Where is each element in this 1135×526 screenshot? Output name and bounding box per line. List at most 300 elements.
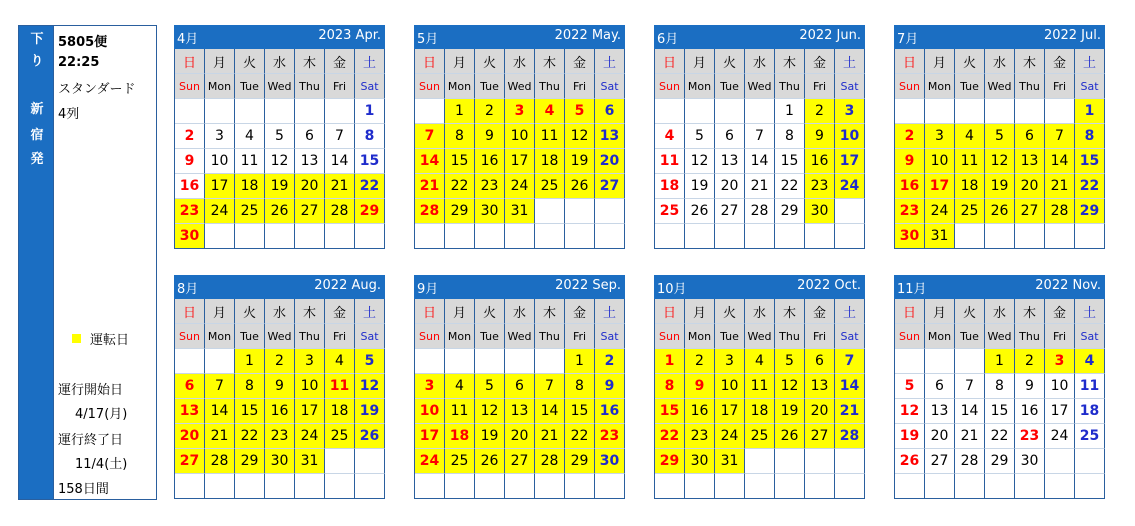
weekday-en-header: Sun <box>175 74 205 99</box>
weekday-en-header: Wed <box>745 324 775 349</box>
day-cell: 3 <box>415 374 445 399</box>
day-cell <box>805 474 835 499</box>
day-cell: 29 <box>985 449 1015 474</box>
day-cell: 11 <box>325 374 355 399</box>
day-cell: 22 <box>355 174 385 199</box>
day-cell <box>295 474 325 499</box>
weekday-jp-header: 月 <box>205 299 235 324</box>
day-cell <box>415 349 445 374</box>
day-cell <box>505 474 535 499</box>
day-cell <box>655 474 685 499</box>
day-cell <box>745 474 775 499</box>
weekday-jp-header: 土 <box>1075 49 1105 74</box>
day-cell: 12 <box>895 399 925 424</box>
day-cell: 1 <box>775 99 805 124</box>
day-cell <box>205 474 235 499</box>
day-cell: 8 <box>985 374 1015 399</box>
calendar-month <box>654 275 865 499</box>
day-cell: 6 <box>505 374 535 399</box>
calendar-header <box>654 25 865 49</box>
day-cell <box>475 349 505 374</box>
day-cell: 7 <box>415 124 445 149</box>
weekday-en-header: Sat <box>1075 324 1105 349</box>
day-cell: 16 <box>175 174 205 199</box>
day-cell: 13 <box>805 374 835 399</box>
day-cell: 5 <box>565 99 595 124</box>
day-cell <box>805 224 835 249</box>
day-cell: 27 <box>175 449 205 474</box>
route-char: り <box>30 54 44 69</box>
day-cell: 14 <box>745 149 775 174</box>
day-cell: 26 <box>895 449 925 474</box>
day-cell: 2 <box>685 349 715 374</box>
weekday-jp-header: 水 <box>505 49 535 74</box>
day-cell <box>265 474 295 499</box>
day-cell: 23 <box>175 199 205 224</box>
day-cell: 24 <box>505 174 535 199</box>
weekday-jp-header: 日 <box>175 49 205 74</box>
day-cell <box>925 474 955 499</box>
day-cell: 15 <box>565 399 595 424</box>
weekday-jp-header: 火 <box>715 49 745 74</box>
weekday-en-header: Mon <box>685 74 715 99</box>
weekday-jp-header: 水 <box>985 299 1015 324</box>
day-cell: 5 <box>775 349 805 374</box>
weekday-jp-header: 日 <box>415 299 445 324</box>
day-cell: 11 <box>445 399 475 424</box>
day-cell: 5 <box>685 124 715 149</box>
weekday-jp-header: 木 <box>775 49 805 74</box>
day-cell <box>295 99 325 124</box>
day-cell: 10 <box>205 149 235 174</box>
month-label-jp: 5月 <box>417 32 439 47</box>
day-cell <box>955 349 985 374</box>
day-cell: 25 <box>655 199 685 224</box>
day-cell <box>175 349 205 374</box>
day-cell: 7 <box>1045 124 1075 149</box>
day-cell: 2 <box>175 124 205 149</box>
day-cell: 12 <box>775 374 805 399</box>
day-cell <box>235 474 265 499</box>
calendar-header <box>894 275 1105 299</box>
calendar-month <box>894 275 1105 499</box>
day-cell: 14 <box>415 149 445 174</box>
day-cell: 12 <box>475 399 505 424</box>
day-cell <box>955 474 985 499</box>
weekday-en-header: Mon <box>685 324 715 349</box>
day-cell: 5 <box>355 349 385 374</box>
day-cell: 6 <box>1015 124 1045 149</box>
day-cell <box>745 99 775 124</box>
day-cell: 1 <box>445 99 475 124</box>
day-cell: 7 <box>955 374 985 399</box>
day-cell: 7 <box>325 124 355 149</box>
day-cell <box>1075 224 1105 249</box>
weekday-en-header: Sat <box>595 324 625 349</box>
day-cell: 3 <box>295 349 325 374</box>
day-cell: 27 <box>295 199 325 224</box>
route-char: 宿 <box>30 128 44 143</box>
weekday-en-header: Wed <box>985 74 1015 99</box>
day-cell: 17 <box>415 424 445 449</box>
weekday-en-header: Fri <box>565 324 595 349</box>
weekday-jp-header: 月 <box>205 49 235 74</box>
weekday-jp-header: 土 <box>1075 299 1105 324</box>
day-cell: 12 <box>265 149 295 174</box>
route-char: 発 <box>30 152 44 167</box>
day-cell: 16 <box>685 399 715 424</box>
day-cell: 24 <box>415 449 445 474</box>
day-cell <box>1015 474 1045 499</box>
day-cell: 30 <box>265 449 295 474</box>
calendar-grid <box>174 49 385 249</box>
day-cell: 31 <box>295 449 325 474</box>
weekday-en-header: Mon <box>205 324 235 349</box>
calendar-header <box>894 25 1105 49</box>
month-label-en: 2022 May. <box>554 28 621 43</box>
day-cell: 27 <box>925 449 955 474</box>
weekday-en-header: Mon <box>205 74 235 99</box>
day-cell <box>265 224 295 249</box>
day-cell: 19 <box>355 399 385 424</box>
service-info <box>54 25 157 500</box>
day-cell: 23 <box>1015 424 1045 449</box>
weekday-jp-header: 水 <box>745 299 775 324</box>
weekday-jp-header: 日 <box>895 49 925 74</box>
day-cell <box>685 474 715 499</box>
day-cell: 15 <box>655 399 685 424</box>
weekday-en-header: Sun <box>415 74 445 99</box>
day-cell: 18 <box>1075 399 1105 424</box>
day-cell: 4 <box>325 349 355 374</box>
weekday-jp-header: 木 <box>535 49 565 74</box>
day-cell <box>895 474 925 499</box>
day-cell <box>295 224 325 249</box>
day-cell <box>205 99 235 124</box>
day-cell: 23 <box>265 424 295 449</box>
weekday-jp-header: 金 <box>805 49 835 74</box>
weekday-en-header: Fri <box>325 324 355 349</box>
day-cell: 28 <box>745 199 775 224</box>
calendar-grid <box>894 49 1105 249</box>
calendar-header <box>174 25 385 49</box>
weekday-jp-header: 金 <box>325 49 355 74</box>
day-cell <box>745 449 775 474</box>
day-cell: 30 <box>595 449 625 474</box>
day-cell: 5 <box>985 124 1015 149</box>
weekday-jp-header: 日 <box>655 49 685 74</box>
month-label-jp: 7月 <box>897 32 919 47</box>
weekday-jp-header: 金 <box>1045 49 1075 74</box>
day-cell: 20 <box>925 424 955 449</box>
day-cell: 25 <box>745 424 775 449</box>
day-cell: 10 <box>1045 374 1075 399</box>
day-cell: 20 <box>715 174 745 199</box>
day-cell: 14 <box>1045 149 1075 174</box>
weekday-en-header: Thu <box>295 74 325 99</box>
day-cell: 30 <box>175 224 205 249</box>
weekday-en-header: Sat <box>355 324 385 349</box>
day-cell: 13 <box>925 399 955 424</box>
day-cell: 15 <box>775 149 805 174</box>
day-cell: 24 <box>295 424 325 449</box>
weekday-en-header: Tue <box>955 324 985 349</box>
day-cell: 29 <box>235 449 265 474</box>
weekday-en-header: Thu <box>775 74 805 99</box>
day-cell: 1 <box>655 349 685 374</box>
weekday-en-header: Fri <box>325 74 355 99</box>
weekday-en-header: Tue <box>475 74 505 99</box>
calendar-grid <box>654 299 865 499</box>
weekday-jp-header: 日 <box>415 49 445 74</box>
day-cell: 13 <box>715 149 745 174</box>
day-cell: 28 <box>1045 199 1075 224</box>
day-cell: 10 <box>415 399 445 424</box>
calendar-header <box>174 275 385 299</box>
weekday-jp-header: 日 <box>895 299 925 324</box>
calendar-header <box>654 275 865 299</box>
month-label-jp: 11月 <box>897 282 927 297</box>
day-cell: 23 <box>685 424 715 449</box>
day-cell: 21 <box>955 424 985 449</box>
weekday-en-header: Tue <box>715 74 745 99</box>
day-cell: 16 <box>805 149 835 174</box>
day-cell: 14 <box>205 399 235 424</box>
day-cell: 27 <box>715 199 745 224</box>
day-cell: 28 <box>415 199 445 224</box>
day-cell: 1 <box>565 349 595 374</box>
day-cell: 21 <box>205 424 235 449</box>
weekday-jp-header: 月 <box>925 299 955 324</box>
day-cell: 10 <box>715 374 745 399</box>
day-cell: 11 <box>1075 374 1105 399</box>
day-cell: 23 <box>595 424 625 449</box>
weekday-en-header: Sat <box>835 324 865 349</box>
day-cell: 5 <box>265 124 295 149</box>
weekday-en-header: Sun <box>655 324 685 349</box>
day-cell: 21 <box>745 174 775 199</box>
day-cell: 29 <box>565 449 595 474</box>
day-cell: 15 <box>445 149 475 174</box>
month-label-en: 2022 Aug. <box>314 278 381 293</box>
calendar-month <box>894 25 1105 249</box>
day-cell: 18 <box>325 399 355 424</box>
day-cell: 13 <box>175 399 205 424</box>
day-cell: 4 <box>1075 349 1105 374</box>
day-cell: 14 <box>955 399 985 424</box>
day-cell: 10 <box>835 124 865 149</box>
day-cell: 6 <box>295 124 325 149</box>
day-cell: 8 <box>775 124 805 149</box>
weekday-en-header: Sat <box>595 74 625 99</box>
day-cell: 19 <box>895 424 925 449</box>
weekday-jp-header: 日 <box>655 299 685 324</box>
day-cell: 11 <box>655 149 685 174</box>
day-cell <box>235 99 265 124</box>
day-cell: 18 <box>235 174 265 199</box>
month-label-en: 2022 Jun. <box>799 28 861 43</box>
weekday-en-header: Wed <box>265 74 295 99</box>
day-cell: 14 <box>835 374 865 399</box>
weekday-en-header: Wed <box>505 74 535 99</box>
day-cell <box>895 349 925 374</box>
month-label-jp: 6月 <box>657 32 679 47</box>
day-cell: 8 <box>235 374 265 399</box>
day-cell <box>1045 449 1075 474</box>
day-cell: 17 <box>205 174 235 199</box>
day-cell: 9 <box>1015 374 1045 399</box>
calendar-grid <box>414 49 625 249</box>
day-cell: 29 <box>445 199 475 224</box>
day-cell: 17 <box>715 399 745 424</box>
day-cell <box>475 474 505 499</box>
day-cell: 22 <box>565 424 595 449</box>
day-cell: 23 <box>805 174 835 199</box>
weekday-en-header: Thu <box>775 324 805 349</box>
day-cell: 16 <box>1015 399 1045 424</box>
day-cell: 7 <box>745 124 775 149</box>
weekday-en-header: Tue <box>955 74 985 99</box>
month-label-jp: 9月 <box>417 282 439 297</box>
day-cell <box>985 224 1015 249</box>
day-cell: 17 <box>295 399 325 424</box>
day-cell: 18 <box>445 424 475 449</box>
calendar-month <box>174 275 385 499</box>
day-cell: 11 <box>745 374 775 399</box>
day-cell: 16 <box>265 399 295 424</box>
day-cell: 17 <box>925 174 955 199</box>
day-cell: 11 <box>535 124 565 149</box>
day-cell: 28 <box>535 449 565 474</box>
day-cell: 2 <box>1015 349 1045 374</box>
day-cell <box>1045 224 1075 249</box>
day-cell: 25 <box>955 199 985 224</box>
weekday-jp-header: 月 <box>445 299 475 324</box>
weekday-en-header: Mon <box>445 74 475 99</box>
day-cell: 26 <box>985 199 1015 224</box>
day-cell: 2 <box>595 349 625 374</box>
weekday-en-header: Tue <box>235 324 265 349</box>
day-cell: 4 <box>235 124 265 149</box>
day-cell: 25 <box>535 174 565 199</box>
weekday-jp-header: 火 <box>475 299 505 324</box>
weekday-jp-header: 木 <box>295 49 325 74</box>
day-cell: 7 <box>835 349 865 374</box>
day-cell: 4 <box>535 99 565 124</box>
day-cell: 3 <box>835 99 865 124</box>
day-cell: 29 <box>1075 199 1105 224</box>
day-cell: 27 <box>505 449 535 474</box>
calendar-month <box>414 25 625 249</box>
day-cell: 6 <box>715 124 745 149</box>
day-cell: 24 <box>1045 424 1075 449</box>
day-cell: 19 <box>685 174 715 199</box>
weekday-en-header: Fri <box>805 74 835 99</box>
day-cell: 13 <box>295 149 325 174</box>
day-cell: 28 <box>835 424 865 449</box>
weekday-en-header: Thu <box>1015 74 1045 99</box>
weekday-jp-header: 土 <box>595 299 625 324</box>
day-cell <box>715 99 745 124</box>
day-cell: 19 <box>565 149 595 174</box>
weekday-jp-header: 月 <box>925 49 955 74</box>
day-cell: 3 <box>715 349 745 374</box>
day-cell <box>205 349 235 374</box>
weekday-en-header: Sat <box>355 74 385 99</box>
day-cell <box>595 474 625 499</box>
day-cell <box>685 99 715 124</box>
day-cell: 2 <box>895 124 925 149</box>
day-cell: 31 <box>505 199 535 224</box>
day-cell <box>775 449 805 474</box>
day-cell <box>325 224 355 249</box>
day-cell <box>715 474 745 499</box>
day-cell: 21 <box>1045 174 1075 199</box>
calendar-month <box>174 25 385 249</box>
day-cell: 3 <box>1045 349 1075 374</box>
day-cell <box>325 99 355 124</box>
day-cell <box>505 349 535 374</box>
day-cell: 24 <box>925 199 955 224</box>
weekday-jp-header: 水 <box>745 49 775 74</box>
day-cell <box>925 349 955 374</box>
day-cell <box>535 224 565 249</box>
weekday-jp-header: 火 <box>235 299 265 324</box>
day-cell <box>685 224 715 249</box>
weekday-jp-header: 金 <box>565 299 595 324</box>
day-cell <box>535 199 565 224</box>
day-cell: 4 <box>655 124 685 149</box>
weekday-jp-header: 火 <box>955 299 985 324</box>
day-cell <box>1015 224 1045 249</box>
calendar-grid <box>174 299 385 499</box>
day-cell: 31 <box>715 449 745 474</box>
day-cell: 24 <box>715 424 745 449</box>
day-cell: 22 <box>1075 174 1105 199</box>
day-cell: 1 <box>985 349 1015 374</box>
day-cell: 12 <box>565 124 595 149</box>
day-cell <box>355 224 385 249</box>
day-cell: 27 <box>805 424 835 449</box>
day-cell: 6 <box>175 374 205 399</box>
weekday-jp-header: 水 <box>505 299 535 324</box>
day-cell: 16 <box>475 149 505 174</box>
day-cell: 12 <box>985 149 1015 174</box>
day-cell: 18 <box>655 174 685 199</box>
day-cell: 19 <box>775 399 805 424</box>
day-cell: 30 <box>895 224 925 249</box>
day-cell <box>535 474 565 499</box>
day-cell <box>565 199 595 224</box>
day-cell <box>985 474 1015 499</box>
day-cell: 15 <box>355 149 385 174</box>
day-cell: 19 <box>985 174 1015 199</box>
weekday-en-header: Wed <box>745 74 775 99</box>
legend-swatch <box>72 334 81 343</box>
weekday-en-header: Fri <box>1045 74 1075 99</box>
weekday-jp-header: 金 <box>1045 299 1075 324</box>
day-cell <box>235 224 265 249</box>
day-cell <box>1045 474 1075 499</box>
weekday-jp-header: 木 <box>295 299 325 324</box>
day-cell: 19 <box>265 174 295 199</box>
weekday-jp-header: 水 <box>265 49 295 74</box>
day-cell: 9 <box>475 124 505 149</box>
day-cell: 4 <box>445 374 475 399</box>
day-cell: 8 <box>565 374 595 399</box>
weekday-jp-header: 月 <box>445 49 475 74</box>
day-cell: 2 <box>265 349 295 374</box>
